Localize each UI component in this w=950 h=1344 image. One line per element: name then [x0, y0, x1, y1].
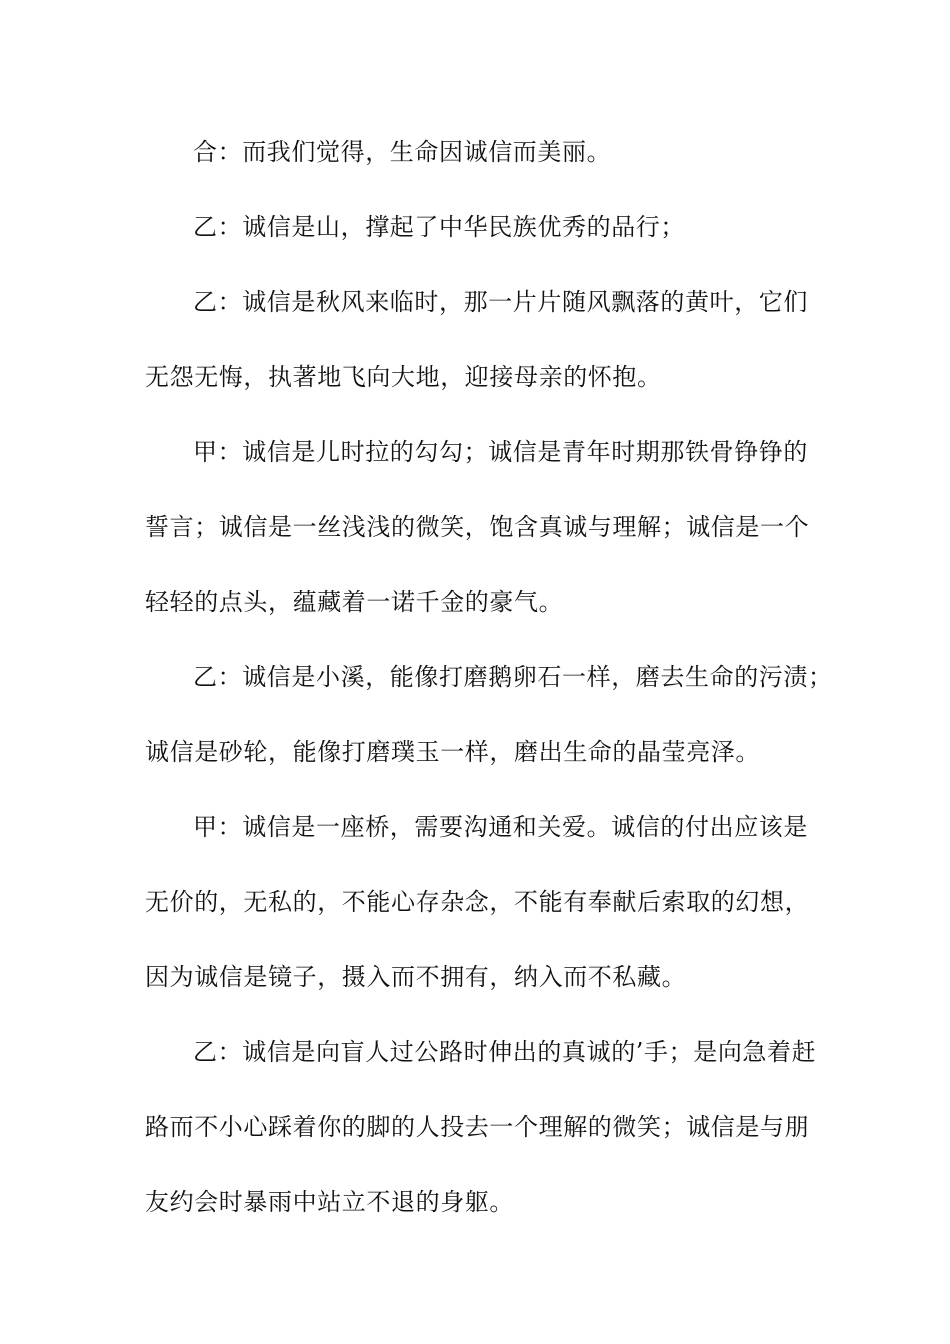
text-line: 乙：诚信是向盲人过公路时伸出的真诚的’手；是向急着赶: [193, 1038, 817, 1066]
text-line: 乙：诚信是小溪，能像打磨鹅卵石一样，磨去生命的污渍；: [193, 663, 833, 691]
text-line: 乙：诚信是山，撑起了中华民族优秀的品行；: [193, 213, 685, 241]
text-line: 合：而我们觉得，生命因诚信而美丽。: [193, 138, 612, 166]
text-line: 无怨无悔，执著地飞向大地，迎接母亲的怀抱。: [145, 363, 662, 391]
text-line: 诚信是砂轮，能像打磨璞玉一样，磨出生命的晶莹亮泽。: [145, 738, 760, 766]
text-line: 无价的，无私的，不能心存杂念，不能有奉献后索取的幻想，: [145, 888, 810, 916]
text-line: 甲：诚信是一座桥，需要沟通和关爱。诚信的付出应该是: [193, 813, 808, 841]
text-line: 友约会时暴雨中站立不退的身躯。: [145, 1188, 514, 1216]
text-line: 甲：诚信是儿时拉的勾勾；诚信是青年时期那铁骨铮铮的: [193, 438, 808, 466]
text-line: 轻轻的点头，蕴藏着一诺千金的豪气。: [145, 588, 564, 616]
text-line: 誓言；诚信是一丝浅浅的微笑，饱含真诚与理解；诚信是一个: [145, 513, 810, 541]
text-line: 乙：诚信是秋风来临时，那一片片随风飘落的黄叶，它们: [193, 288, 808, 316]
text-line: 因为诚信是镜子，摄入而不拥有，纳入而不私藏。: [145, 963, 687, 991]
text-line: 路而不小心踩着你的脚的人投去一个理解的微笑；诚信是与朋: [145, 1113, 810, 1141]
